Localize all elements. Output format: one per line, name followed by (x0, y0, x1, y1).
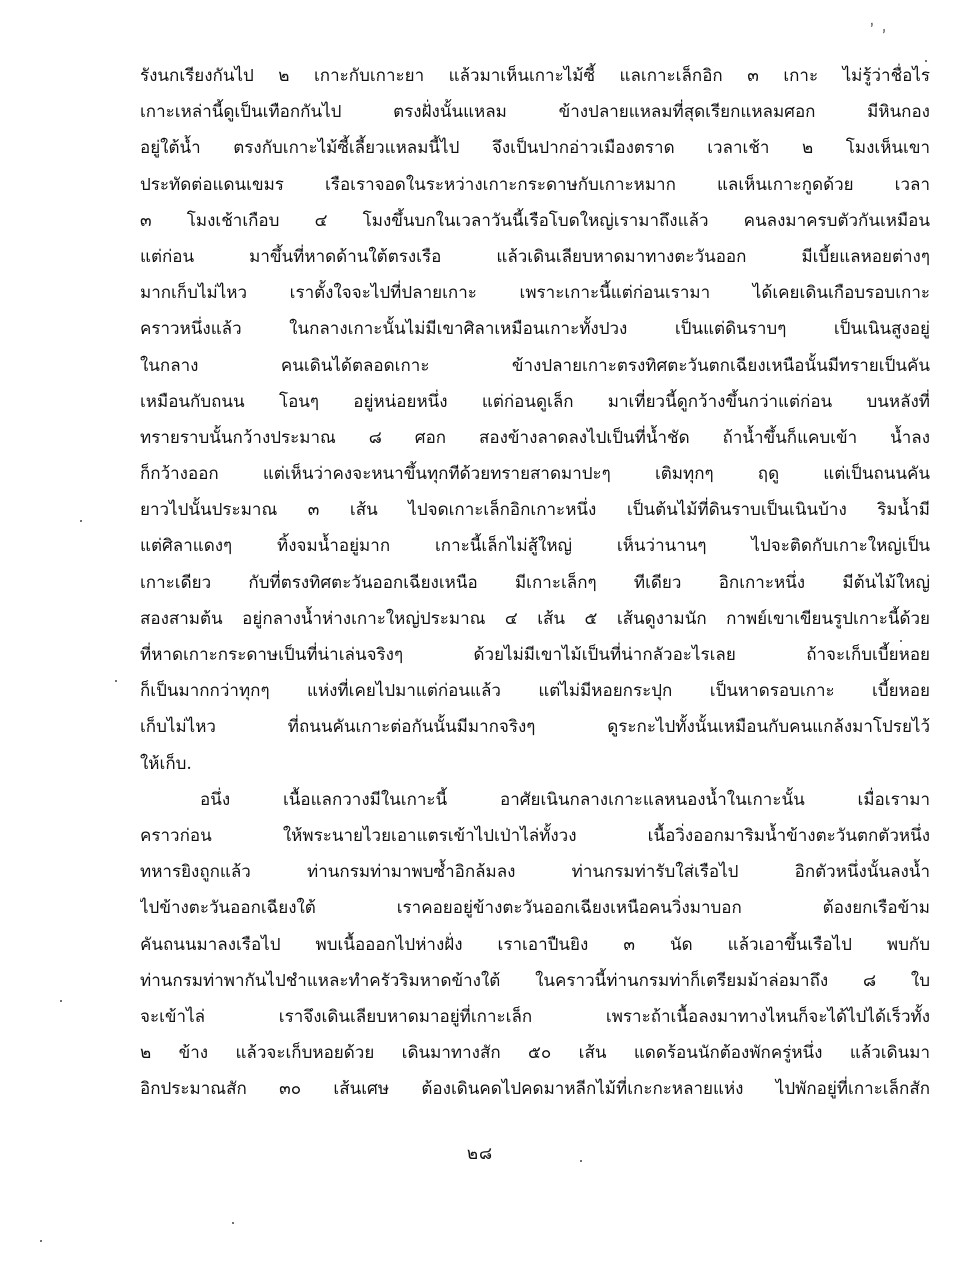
page-number: ๒๘ (466, 1144, 494, 1164)
text-line: ยาวไปนั้นประมาณ ๓ เส้น ไปจดเกาะเล็กอิกเกาะหนึ่ง เป็นต้นไม้ที่ดินราบเป็นเนินบ้าง ริมน้ำมี (140, 500, 930, 521)
text-line: เก็บไม่ไหว ที่ถนนคันเกาะต่อกันนั้นมีมากจริงๆ ดูระกะไปทั้งนั้นเหมือนกับคนแกล้งมาโปรยไว้ (140, 717, 930, 738)
text-line: อิกประมาณสัก ๓๐ เส้นเศษ ต้องเดินคดไปคดมาหลีกไม้ที่เกะกะหลายแห่ง ไปพักอยู่ที่เกาะเล็กสัก (140, 1079, 930, 1100)
scan-speck (40, 1240, 42, 1242)
paragraph-start-line: อนึ่ง เนื้อแลกวางมีในเกาะนี้ อาศัยเนินกลางเกาะแลหนองน้ำในเกาะนั้น เมื่อเรามา (200, 789, 930, 810)
text-line: รังนกเรียงกันไป ๒ เกาะกับเกาะยา แล้วมาเห็นเกาะไม้ซี้ แลเกาะเล็กอิก ๓ เกาะ ไม่รู้ว่าชื่อไร (140, 66, 930, 86)
text-line: ๓ โมงเช้าเกือบ ๔ โมงขึ้นบกในเวลาวันนี้เรือโบดใหญ่เรามาถึงแล้ว คนลงมาครบตัวกันเหมือน (140, 210, 930, 231)
text-line: เกาะเหล่านี้ดูเป็นเทือกกันไป ตรงฝั่งนั้นแหลม ข้างปลายแหลมที่สุดเรียกแหลมศอก มีหินกอง (140, 102, 930, 123)
text-line: ในกลาง คนเดินได้ตลอดเกาะ ข้างปลายเกาะตรงทิศตะวันตกเฉียงเหนือนั้นมีทรายเป็นคัน (140, 355, 930, 376)
text-line: อยู่ใต้น้ำ ตรงกับเกาะไม้ซี้เลี้ยวแหลมนี้ไป จึงเป็นปากอ่าวเมืองตราด เวลาเช้า ๒ โมงเห็นเขา (140, 138, 930, 159)
scan-speck (80, 520, 82, 522)
scan-speck (115, 680, 117, 682)
scan-speck (580, 1160, 582, 1162)
text-line: สองสามต้น อยู่กลางน้ำห่างเกาะใหญ่ประมาณ ๔ เส้น ๕ เส้นดูงามนัก กาพย์เขาเขียนรูปเกาะนี้ด้วย (140, 608, 930, 629)
text-line: เหมือนกับถนน โอนๆ อยู่หน่อยหนึ่ง แต่ก่อนดูเล็ก มาเที่ยวนี้ดูกว้างขึ้นกว่าแต่ก่อน บนหลังที่ (140, 391, 930, 412)
scan-speck (60, 1000, 62, 1002)
text-line: คันถนนมาลงเรือไป พบเนื้อออกไปห่างฝั่ง เราเอาปืนยิง ๓ นัด แล้วเอาขึ้นเรือไป พบกับ (140, 934, 930, 955)
text-line: ไปข้างตะวันออกเฉียงใต้ เราคอยอยู่ข้างตะวันออกเฉียงเหนือคนวิ่งมาบอก ต้องยกเรือข้าม (140, 898, 930, 919)
text-line: แต่ก่อน มาขึ้นที่หาดด้านใต้ตรงเรือ แล้วเดินเลียบหาดมาทางตะวันออก มีเบี้ยแลหอยต่างๆ (140, 246, 930, 267)
text-line: ก็กว้างออก แต่เห็นว่าคงจะหนาขึ้นทุกทีด้วยทรายสาดมาปะๆ เติมทุกๆ ฤดู แต่เป็นถนนคัน (140, 464, 930, 485)
text-line: ที่หาดเกาะกระดาษเป็นที่น่าเล่นจริงๆ ด้วยไม่มีเขาไม้เป็นที่น่ากลัวอะไรเลย ถ้าจะเก็บเบี้ยหอย (140, 645, 930, 665)
text-line: มากเก็บไม่ไหว เราตั้งใจจะไปที่ปลายเกาะ เพราะเกาะนี้แต่ก่อนเรามา ได้เคยเดินเกือบรอบเกาะ (140, 283, 930, 304)
corner-scribble-mark: ʼ , (867, 15, 889, 40)
text-line: ทหารยิงถูกแล้ว ท่านกรมท่ามาพบซ้ำอิกล้มลง ท่านกรมท่ารับใส่เรือไป อิกตัวหนึ่งนั้นลงน้ำ (140, 862, 930, 883)
text-line: จะเข้าไล่ เราจึงเดินเลียบหาดมาอยู่ที่เกาะเล็ก เพราะถ้าเนื้อลงมาทางไหนก็จะได้ไปได้เร็วทั้ง (140, 1006, 930, 1027)
paragraph-end-line: ให้เก็บ. (140, 753, 192, 774)
text-line: คราวก่อน ให้พระนายไวยเอาแตรเข้าไปเป่าไล่ทั้งวง เนื้อวิ่งออกมาริมน้ำข้างตะวันตกตัวหนึ่ง (140, 825, 930, 846)
scan-speck (232, 1222, 234, 1224)
text-line: ก็เป็นมากกว่าทุกๆ แห่งที่เคยไปมาแต่ก่อนแล้ว แต่ไม่มีหอยกระปุก เป็นหาดรอบเกาะ เบี้ยหอย (140, 681, 930, 702)
scan-speck (925, 60, 927, 62)
text-line: ท่านกรมท่าพากันไปชำแหละทำครัวริมหาดข้างใต้ ในคราวนี้ท่านกรมท่าก็เตรียมม้าล่อมาถึง ๘ ใบ (140, 970, 930, 991)
text-line: ๒ ข้าง แล้วจะเก็บหอยด้วย เดินมาทางสัก ๕๐ เส้น แดดร้อนนักต้องพักครู่หนึ่ง แล้วเดินมา (140, 1043, 930, 1064)
text-line: คราวหนึ่งแล้ว ในกลางเกาะนั้นไม่มีเขาศิลาเหมือนเกาะทั้งปวง เป็นแต่ดินราบๆ เป็นเนินสูงอยู่ (140, 319, 930, 340)
text-line: แต่ศิลาแดงๆ ทิ้งจมน้ำอยู่มาก เกาะนี้เล็กไม่สู้ใหญ่ เห็นว่านานๆ ไปจะติดกับเกาะใหญ่เป็น (140, 536, 930, 557)
text-line: เกาะเดียว กับที่ตรงทิศตะวันออกเฉียงเหนือ มีเกาะเล็กๆ ทีเดียว อิกเกาะหนึ่ง มีต้นไม้ใหญ่ (140, 572, 930, 593)
text-line: ประทัดต่อแดนเขมร เรือเราจอดในระหว่างเกาะกระดาษกับเกาะหมาก แลเห็นเกาะกูดด้วย เวลา (140, 174, 930, 195)
body-text (140, 58, 930, 1107)
text-line: ทรายราบนั้นกว้างประมาณ ๘ ศอก สองข้างลาดลงไปเป็นที่น้ำชัด ถ้าน้ำขึ้นก็แคบเข้า น้ำลง (140, 427, 930, 448)
scan-speck (900, 640, 902, 642)
